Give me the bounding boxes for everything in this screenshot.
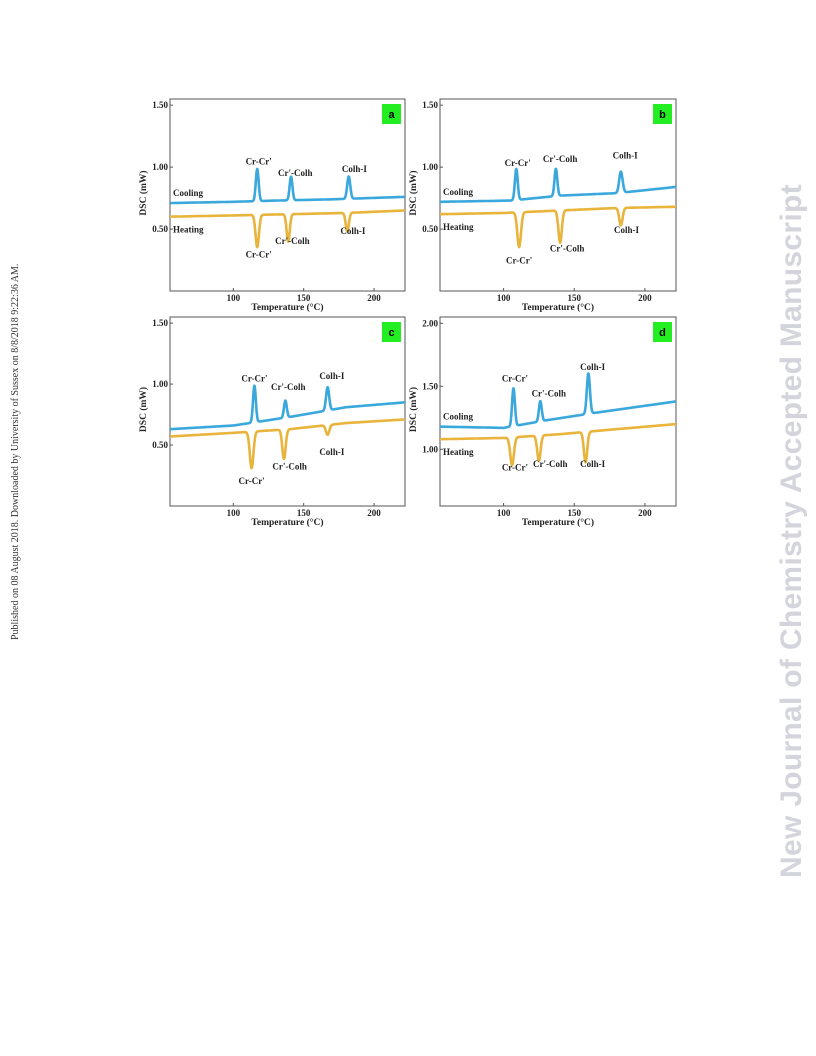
x-tick-label: 100 [226, 293, 241, 303]
chart-panel-c [138, 317, 405, 528]
y-tick-label: 0.50 [152, 224, 168, 235]
transition-label: Cr-Cr' [501, 373, 528, 384]
transition-label: Colh-I [580, 458, 606, 469]
x-tick-label: 200 [367, 293, 381, 303]
transition-label: Cr-Cr' [501, 462, 528, 473]
y-tick-label: 1.00 [422, 444, 438, 455]
series-name-label: Heating [443, 222, 474, 233]
y-tick-label: 1.50 [422, 100, 438, 111]
series-name-label: Heating [443, 447, 474, 458]
transition-label: Cr'-Colh [272, 461, 307, 472]
transition-label: Cr-Cr' [245, 156, 272, 167]
x-tick-label: 200 [638, 293, 652, 303]
plot-frame [440, 99, 676, 291]
y-tick-label: 0.50 [422, 224, 438, 235]
download-notice: Published on 08 August 2018. Downloaded by University of Sussex on 8/8/2018 9:22:36 AM. [10, 263, 21, 640]
x-tick-label: 150 [296, 293, 311, 303]
transition-label: Colh-I [319, 446, 345, 457]
transition-label: Colh-I [612, 150, 638, 161]
panel-tag-label: b [659, 109, 666, 121]
transition-label: Cr-Cr' [245, 249, 272, 260]
series-name-label: Cooling [173, 187, 204, 198]
y-axis-label: DSC (mW) [409, 386, 419, 433]
y-tick-label: 0.50 [152, 440, 168, 451]
y-tick-label: 1.00 [152, 162, 168, 173]
x-tick-label: 100 [496, 293, 511, 303]
y-tick-label: 1.50 [152, 100, 168, 111]
transition-label: Cr'-Colh [275, 235, 310, 246]
x-axis-label: Temperature (°C) [521, 518, 595, 528]
panel-tag-label: a [388, 109, 395, 121]
transition-label: Cr'-Colh [532, 458, 568, 469]
x-axis-label: Temperature (°C) [251, 518, 324, 528]
y-axis-label: DSC (mW) [139, 170, 149, 216]
panel-tag-label: d [659, 327, 666, 339]
x-tick-label: 200 [638, 508, 652, 518]
chart-panel-d [408, 317, 676, 528]
transition-label: Cr-Cr' [506, 255, 533, 266]
transition-label: Colh-I [614, 224, 640, 235]
y-tick-label: 1.00 [152, 379, 168, 390]
transition-label: Cr'-Colh [277, 167, 313, 178]
y-axis-label: DSC (mW) [139, 386, 149, 433]
journal-watermark: New Journal of Chemistry Accepted Manuscript [775, 184, 808, 878]
plot-frame [440, 317, 676, 506]
x-axis-label: Temperature (°C) [251, 303, 324, 313]
x-tick-label: 100 [226, 508, 241, 518]
panel-tag-label: c [388, 327, 395, 339]
chart-panel-b [408, 99, 676, 313]
series-name-label: Heating [173, 224, 204, 235]
y-axis-label: DSC (mW) [409, 170, 419, 216]
y-tick-label: 1.50 [422, 381, 438, 392]
transition-label: Colh-I [580, 361, 606, 372]
transition-label: Cr'-Colh [270, 382, 306, 393]
series-name-label: Cooling [443, 186, 474, 197]
x-tick-label: 150 [567, 508, 582, 518]
x-tick-label: 150 [567, 293, 582, 303]
transition-label: Colh-I [319, 371, 345, 382]
transition-label: Cr'-Colh [549, 243, 585, 254]
chart-panel-a [138, 99, 405, 313]
transition-label: Cr'-Colh [531, 388, 567, 399]
transition-label: Cr-Cr' [238, 476, 265, 487]
x-tick-label: 200 [367, 508, 381, 518]
x-tick-label: 150 [296, 508, 311, 518]
y-tick-label: 1.50 [152, 318, 168, 329]
transition-label: Cr'-Colh [542, 154, 578, 165]
series-name-label: Cooling [443, 411, 474, 422]
y-tick-label: 2.00 [422, 318, 438, 329]
x-axis-label: Temperature (°C) [521, 303, 595, 313]
transition-label: Cr-Cr' [504, 157, 531, 168]
transition-label: Cr-Cr' [241, 373, 268, 384]
y-tick-label: 1.00 [422, 162, 438, 173]
transition-label: Colh-I [341, 164, 367, 175]
transition-label: Colh-I [340, 226, 366, 237]
x-tick-label: 100 [496, 508, 511, 518]
